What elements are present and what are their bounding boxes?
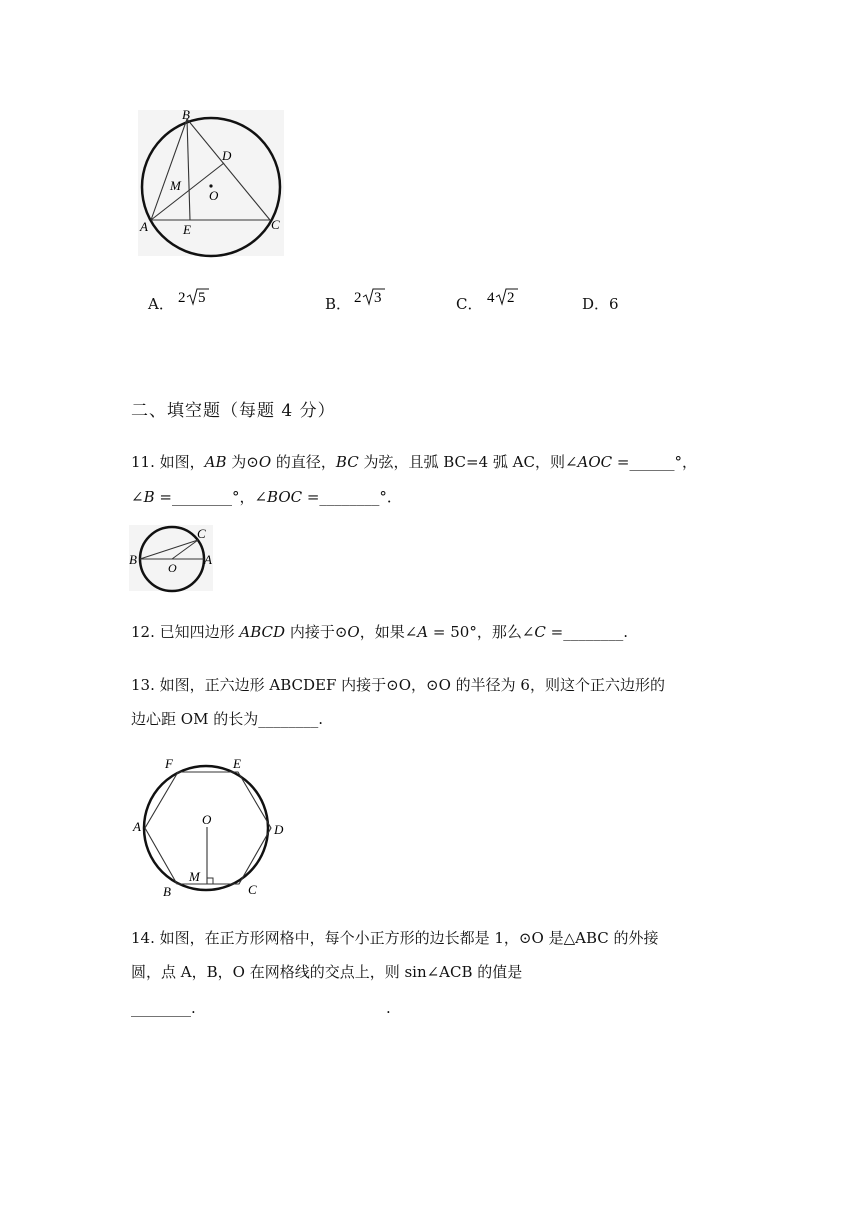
q13-line-2: 边心距 OM 的长为________. <box>131 710 323 728</box>
q11-math-b: B <box>143 488 155 506</box>
q10-option-a <box>148 294 174 314</box>
q10-option-a-letter: A． <box>148 295 174 313</box>
q13-label-o: O <box>202 812 212 827</box>
q11-line-1 <box>131 452 697 472</box>
q13-figure <box>131 752 293 900</box>
q11-blank-b: =________°，∠ <box>154 488 268 506</box>
q10-option-d-letter: D． <box>582 295 610 313</box>
q11-label-a: A <box>204 552 212 567</box>
q11-blank-boc: =________°． <box>302 488 402 506</box>
q11-label-o: O <box>168 561 177 575</box>
q11-figure <box>129 523 215 593</box>
q10-label-m: M <box>170 178 181 193</box>
q10-option-d-value: 6 <box>609 295 619 313</box>
q10-option-c-value <box>486 285 526 309</box>
q12-math-abcd: ABCD <box>239 623 286 641</box>
q13-label-m: M <box>189 869 200 884</box>
q12-text: ，如果∠ <box>359 623 418 641</box>
q12-blank-c: =________. <box>545 623 628 641</box>
q10-label-c: C <box>271 217 280 232</box>
q13-label-c: C <box>248 882 257 897</box>
q13-line-1: 13. 如图，正六边形 ABCDEF 内接于⊙O，⊙O 的半径为 6，则这个正六边形的 <box>131 676 665 694</box>
q10-option-a-coef: 2 <box>178 290 186 306</box>
q10-option-b <box>325 294 351 314</box>
q12-math-o: O <box>347 623 360 641</box>
q10-label-b: B <box>182 107 190 122</box>
q12-math-c: C <box>534 623 546 641</box>
q10-option-c-radicand: 2 <box>507 290 515 306</box>
q11-label-c: C <box>197 526 206 541</box>
q13-label-b: B <box>163 884 171 899</box>
q13-label-f: F <box>165 756 173 771</box>
q10-label-e: E <box>183 222 191 237</box>
q11-label-b: B <box>129 552 137 567</box>
section-2-title: 二、填空题（每题 4 分） <box>131 401 336 421</box>
q10-option-b-coef: 2 <box>354 290 362 306</box>
q10-label-o: O <box>209 188 219 203</box>
q11-math-ab: AB <box>204 453 227 471</box>
q11-math-bc: BC <box>335 453 359 471</box>
q12-math-a: A <box>417 623 429 641</box>
q10-option-c-letter: C． <box>456 295 483 313</box>
q10-option-d <box>582 294 619 314</box>
q13-right-angle-mark <box>207 878 213 884</box>
q11-math-aoc: AOC <box>577 453 613 471</box>
q11-text: ∠ <box>131 488 144 506</box>
q10-label-a: A <box>140 219 148 234</box>
q14-stray-dot: . <box>386 999 391 1017</box>
q13-label-a: A <box>133 819 141 834</box>
q11-text: 的直径， <box>271 453 336 471</box>
q14-line-1: 14. 如图，在正方形网格中，每个小正方形的边长都是 1，⊙O 是△ABC 的外接 <box>131 929 659 947</box>
q10-option-a-value <box>177 285 217 309</box>
q12-line <box>131 622 628 642</box>
q12-text: = 50°，那么∠ <box>428 623 535 641</box>
q10-figure <box>136 106 286 258</box>
q11-math-o: O <box>258 453 272 471</box>
q13-hexagon <box>145 772 271 884</box>
q11-line-2 <box>131 487 402 507</box>
q10-option-c-coef: 4 <box>487 290 495 306</box>
q11-text: 11. 如图， <box>131 453 205 471</box>
q11-blank-aoc: =______°， <box>612 453 697 471</box>
q10-option-b-letter: B． <box>325 295 352 313</box>
q14-line-2: 圆，点 A，B，O 在网格线的交点上，则 sin∠ACB 的值是 <box>131 963 523 981</box>
q12-text: 内接于⊙ <box>285 623 348 641</box>
q11-math-boc: BOC <box>267 488 303 506</box>
q10-option-c <box>456 294 482 314</box>
q10-option-a-radicand: 5 <box>198 290 206 306</box>
q12-text: 12. 已知四边形 <box>131 623 240 641</box>
q14-line-3: ________. <box>131 999 196 1017</box>
q13-label-e: E <box>233 756 241 771</box>
q10-label-d: D <box>222 148 232 163</box>
q10-option-b-value <box>353 285 393 309</box>
q13-circle <box>144 766 268 890</box>
q11-text: 为弦，且弧 BC=4 弧 AC，则∠ <box>358 453 578 471</box>
q11-text: 为⊙ <box>226 453 259 471</box>
q10-option-b-radicand: 3 <box>374 290 382 306</box>
q13-label-d: D <box>274 822 284 837</box>
